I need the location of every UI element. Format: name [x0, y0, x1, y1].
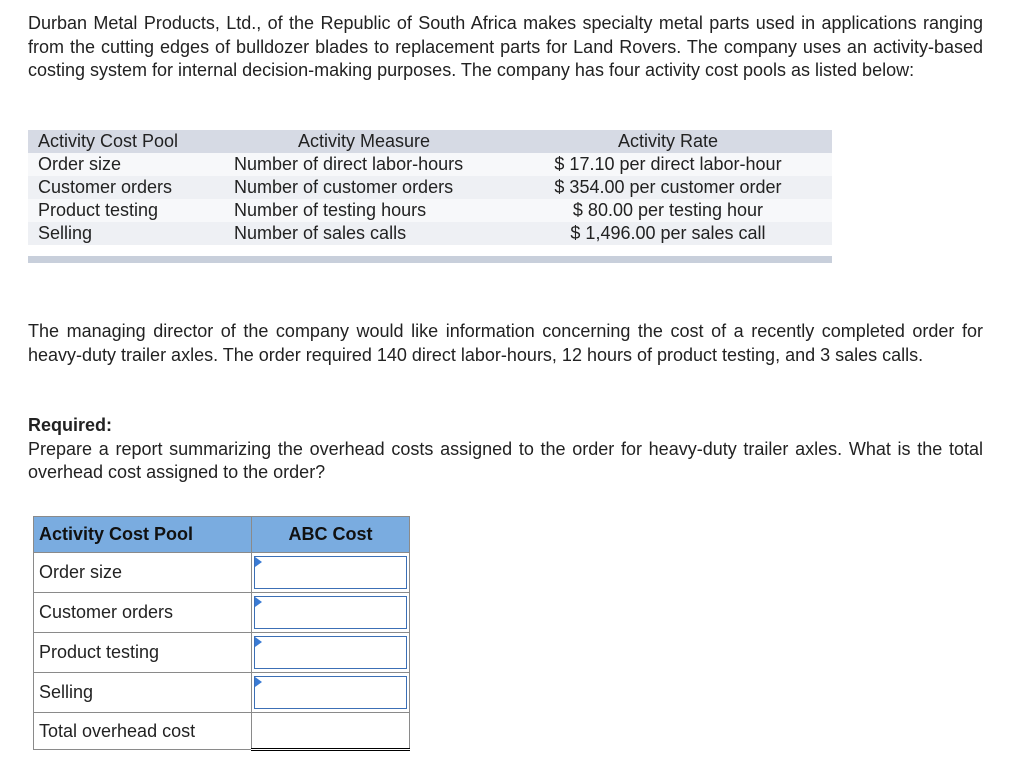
cost-pool: Selling	[38, 223, 93, 243]
table-row	[28, 199, 832, 222]
table-footer-bar	[28, 256, 832, 263]
table-row	[34, 593, 410, 633]
answer-header-row	[34, 517, 410, 553]
input-marker-icon	[255, 557, 262, 567]
activity-measure: Number of customer orders	[234, 177, 454, 197]
table-header-row	[28, 130, 832, 153]
cost-pool: Order size	[38, 154, 122, 174]
table-row	[34, 673, 410, 713]
total-row	[34, 713, 410, 750]
activity-measure: Number of sales calls	[234, 223, 407, 243]
header-activity-rate: Activity Rate	[617, 131, 719, 151]
header-activity-measure: Activity Measure	[297, 131, 431, 151]
activity-rate: $ 354.00 per customer order	[554, 177, 782, 197]
table-row	[28, 153, 832, 176]
required-section	[28, 414, 983, 485]
row-label: Customer orders	[34, 593, 252, 633]
activity-rate: $ 1,496.00 per sales call	[570, 223, 766, 243]
input-marker-icon	[255, 597, 262, 607]
total-overhead-input[interactable]	[252, 713, 410, 750]
row-label: Product testing	[34, 633, 252, 673]
table-row	[34, 553, 410, 593]
table-row	[28, 176, 832, 199]
total-label: Total overhead cost	[34, 713, 252, 750]
header-cost-pool: Activity Cost Pool	[38, 131, 179, 151]
activity-rate: $ 17.10 per direct labor-hour	[554, 154, 782, 174]
table-row	[28, 222, 832, 245]
selling-input[interactable]	[254, 676, 407, 709]
table-row	[34, 633, 410, 673]
input-marker-icon	[255, 637, 262, 647]
activity-measure: Number of testing hours	[234, 200, 427, 220]
required-label: Required:	[28, 415, 113, 435]
customer-orders-input[interactable]	[254, 596, 407, 629]
cost-pool: Customer orders	[38, 177, 173, 197]
answer-table	[33, 516, 410, 751]
header-abc-cost: ABC Cost	[252, 517, 410, 553]
row-label: Order size	[34, 553, 252, 593]
intro-paragraph: Durban Metal Products, Ltd., of the Republic of South Africa makes specialty metal parts used in applications ranging from the cutting edges of bulldozer blades to replacement parts for Land Rovers. The company uses an activity-based costing system for internal decision-making purposes. The company has four activity cost pools as listed below:	[28, 13, 983, 80]
scenario-paragraph: The managing director of the company would like information concerning the cost of a recently completed order for heavy-duty trailer axles. The order required 140 direct labor-hours, 12 hours of product testing, and 3 sales calls.	[28, 321, 983, 365]
required-text: Prepare a report summarizing the overhead costs assigned to the order for heavy-duty trailer axles. What is the total overhead cost assigned to the order?	[28, 438, 983, 482]
activity-rate: $ 80.00 per testing hour	[572, 200, 764, 220]
activity-rate-table	[28, 130, 832, 245]
row-label: Selling	[34, 673, 252, 713]
input-marker-icon	[255, 677, 262, 687]
activity-measure: Number of direct labor-hours	[234, 154, 464, 174]
cost-pool: Product testing	[38, 200, 159, 220]
order-size-input[interactable]	[254, 556, 407, 589]
product-testing-input[interactable]	[254, 636, 407, 669]
header-cost-pool: Activity Cost Pool	[34, 517, 252, 553]
